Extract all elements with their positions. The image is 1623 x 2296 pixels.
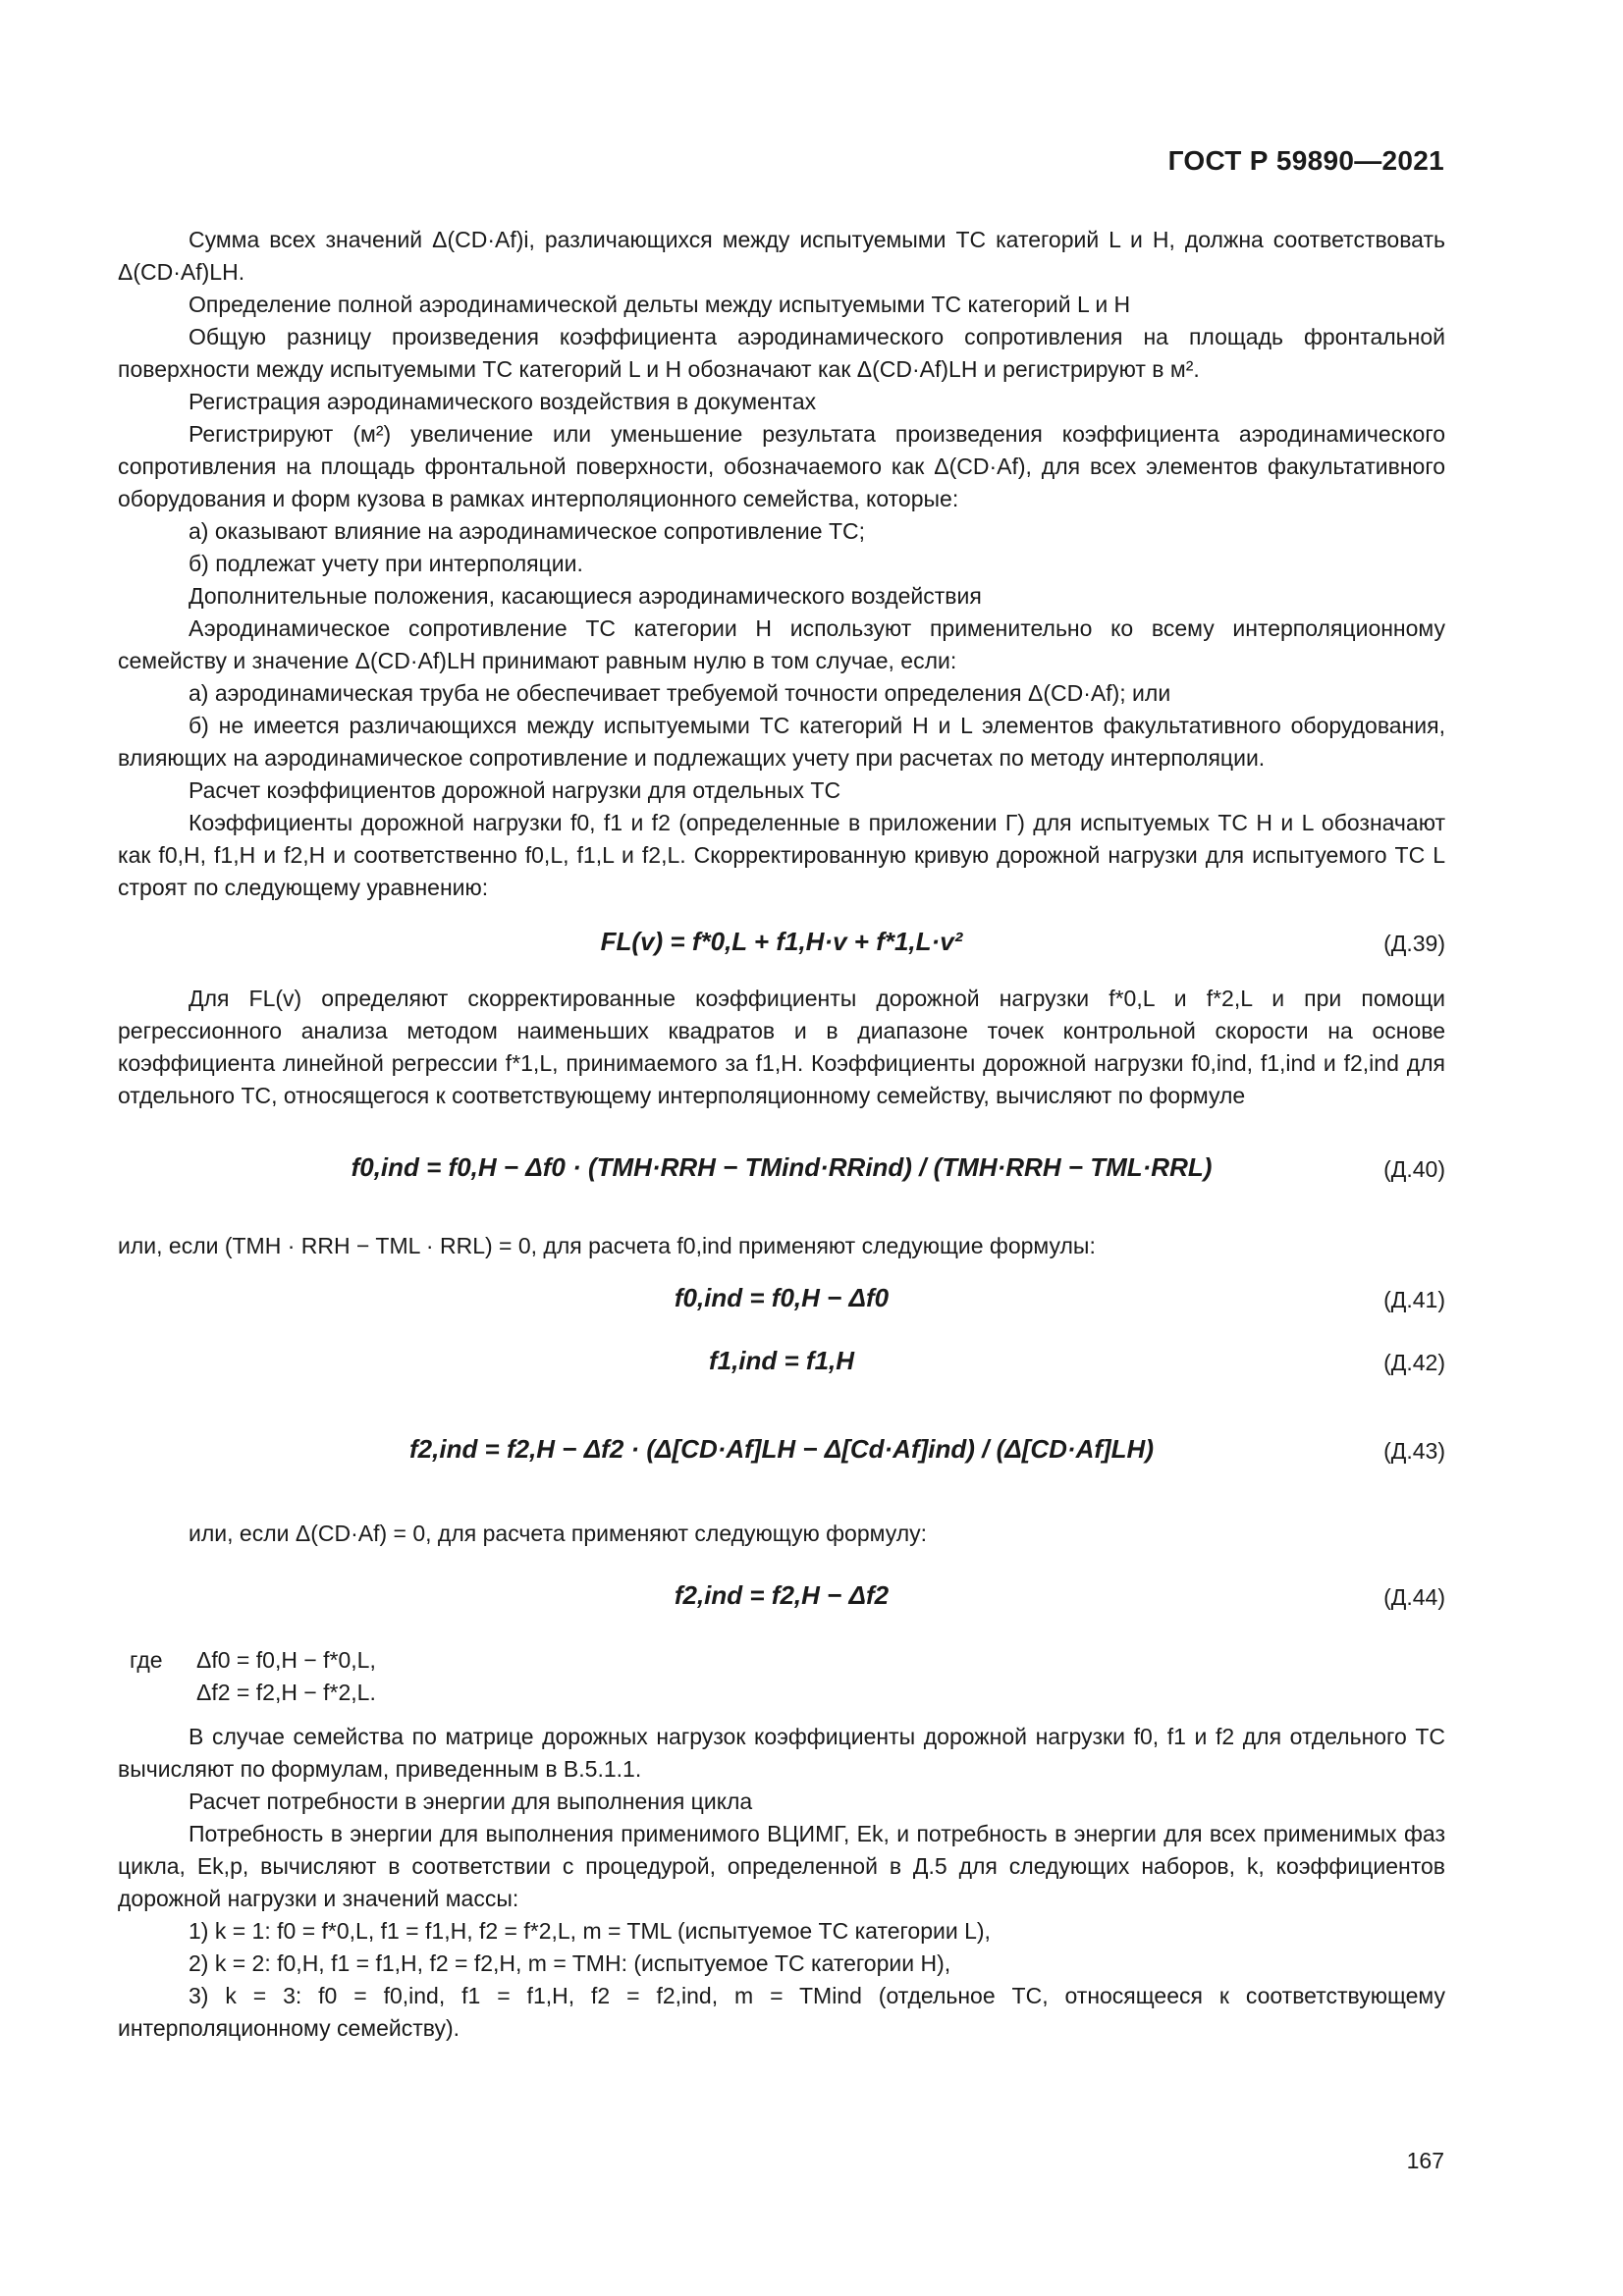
standard-code: ГОСТ Р 59890—2021 — [1167, 145, 1444, 176]
list-item-b2: б) не имеется различающихся между испытуемыми ТС категорий H и L элементов факультативного оборудования, влияющих на аэродинамическое сопротивление и подлежащих учету при расчетах по методу интерполяции. — [118, 713, 1445, 771]
list-item-k3: 3) k = 3: f0 = f0,ind, f1 = f1,H, f2 = f2,ind, m = TMind (отдельное ТС, относящееся к соответствующему интерполяционному семейству). — [118, 1983, 1445, 2041]
paragraph-heading-registration: Регистрация аэродинамического воздействия в документах — [189, 389, 817, 414]
paragraph-matrix-family: В случае семейства по матрице дорожных нагрузок коэффициенты дорожной нагрузки f0, f1 и f2 для отдельного ТС вычисляют по формулам, приведенным в В.5.1.1. — [118, 1724, 1445, 1782]
paragraph-road-load-coefficients: Коэффициенты дорожной нагрузки f0, f1 и f2 (определенные в приложении Г) для испытуемых ТС H и L обозначают как f0,H, f1,H и f2,H и соответственно f0,L, f1,L и f2,L. Скорректированную кривую дорожной нагрузки для испытуемого ТС L строят по следующему уравнению: — [118, 810, 1445, 900]
paragraph-registration: Регистрируют (м²) увеличение или уменьшение результата произведения коэффициента аэродинамического сопротивления на площадь фронтальной поверхности, обозначаемого как Δ(CD·Af), для всех элементов факультативного оборудования и форм кузова в рамках интерполяционного семейства, которые: — [118, 421, 1445, 511]
list-item-k1: 1) k = 1: f0 = f*0,L, f1 = f1,H, f2 = f*2,L, m = TML (испытуемое ТС категории L), — [189, 1918, 991, 1944]
equation-d41-number: (Д.41) — [1383, 1287, 1445, 1312]
equation-d44-formula: f2,ind = f2,H − Δf2 — [674, 1580, 890, 1610]
equation-d42 — [118, 1331, 1445, 1400]
equation-d41-formula: f0,ind = f0,H − Δf0 — [674, 1283, 890, 1312]
list-item-b: б) подлежат учету при интерполяции. — [189, 551, 583, 576]
where-label: где — [130, 1647, 163, 1673]
equation-d41 — [118, 1262, 1445, 1331]
list-item-a2: а) аэродинамическая труба не обеспечивает требуемой точности определения Δ(CD·Af); или — [189, 680, 1171, 706]
equation-d43-number: (Д.43) — [1383, 1438, 1445, 1464]
paragraph-heading-additional: Дополнительные положения, касающиеся аэродинамического воздействия — [189, 583, 982, 609]
equation-d40 — [118, 1112, 1445, 1230]
equation-d42-number: (Д.42) — [1383, 1350, 1445, 1375]
list-item-k2: 2) k = 2: f0,H, f1 = f1,H, f2 = f2,H, m = TMH: (испытуемое ТС категории H), — [189, 1950, 951, 1976]
equation-d39 — [118, 904, 1445, 983]
where-block-2 — [118, 1677, 1445, 1709]
paragraph-or-if-zero: или, если (TMH · RRH − TML · RRL) = 0, для расчета f0,ind применяют следующие формулы: — [118, 1233, 1096, 1258]
page-number: 167 — [1406, 2148, 1444, 2173]
equation-d43-formula: f2,ind = f2,H − Δf2 · (Δ[CD·Af]LH − Δ[Cd·Af]ind) / (Δ[CD·Af]LH) — [409, 1434, 1154, 1464]
equation-d40-number: (Д.40) — [1383, 1156, 1445, 1182]
list-item-a: а) оказывают влияние на аэродинамическое сопротивление ТС; — [189, 518, 866, 544]
equation-d39-formula: FL(v) = f*0,L + f1,H·v + f*1,L·v² — [600, 927, 963, 956]
paragraph-additional: Аэродинамическое сопротивление ТС категории H используют применительно ко всему интерполяционному семейству и значение Δ(CD·Af)LH принимают равным нулю в том случае, если: — [118, 615, 1445, 673]
paragraph-heading-energy: Расчет потребности в энергии для выполнения цикла — [189, 1789, 753, 1814]
equation-d39-number: (Д.39) — [1383, 931, 1445, 956]
paragraph-heading-total-delta: Определение полной аэродинамической дельты между испытуемыми ТС категорий L и H — [189, 292, 1131, 317]
paragraph-total-difference: Общую разницу произведения коэффициента аэродинамического сопротивления на площадь фронтальной поверхности между испытуемыми ТС категорий L и H обозначают как Δ(CD·Af)LH и регистрируют в м². — [118, 324, 1445, 382]
equation-d44 — [118, 1550, 1445, 1638]
paragraph-heading-road-load: Расчет коэффициентов дорожной нагрузки для отдельных ТС — [189, 777, 841, 803]
paragraph-energy-demand: Потребность в энергии для выполнения применимого ВЦИМГ, Ek, и потребность в энергии для всех применимых фаз цикла, Ek,p, вычисляют в соответствии с процедурой, определенной в Д.5 для следующих наборов, k, коэффициентов дорожной нагрузки и значений массы: — [118, 1821, 1445, 1911]
equation-d42-formula: f1,ind = f1,H — [708, 1346, 855, 1375]
where-delta-f0: Δf0 = f0,H − f*0,L, — [196, 1647, 376, 1673]
where-block — [118, 1644, 1445, 1677]
paragraph-sum-of-values: Сумма всех значений Δ(CD·Af)i, различающихся между испытуемыми ТС категорий L и H, должна соответствовать Δ(CD·Af)LH. — [118, 227, 1445, 285]
equation-d44-number: (Д.44) — [1383, 1584, 1445, 1610]
paragraph-or-if-delta-zero: или, если Δ(CD·Af) = 0, для расчета применяют следующую формулу: — [189, 1521, 928, 1546]
body-text — [118, 224, 1445, 2045]
equation-d40-formula: f0,ind = f0,H − Δf0 · (TMH·RRH − TMind·RRind) / (TMH·RRH − TML·RRL) — [351, 1152, 1213, 1182]
paragraph-regression: Для FL(v) определяют скорректированные коэффициенты дорожной нагрузки f*0,L и f*2,L и при помощи регрессионного анализа методом наименьших квадратов и в диапазоне точек контрольной скорости на основе коэффициента линейной регрессии f*1,L, принимаемого за f1,H. Коэффициенты дорожной нагрузки f0,ind, f1,ind и f2,ind для отдельного ТС, относящегося к соответствующему интерполяционному семейству, вычисляют по формуле — [118, 986, 1445, 1108]
equation-d43 — [118, 1400, 1445, 1518]
where-delta-f2: Δf2 = f2,H − f*2,L. — [196, 1680, 376, 1705]
